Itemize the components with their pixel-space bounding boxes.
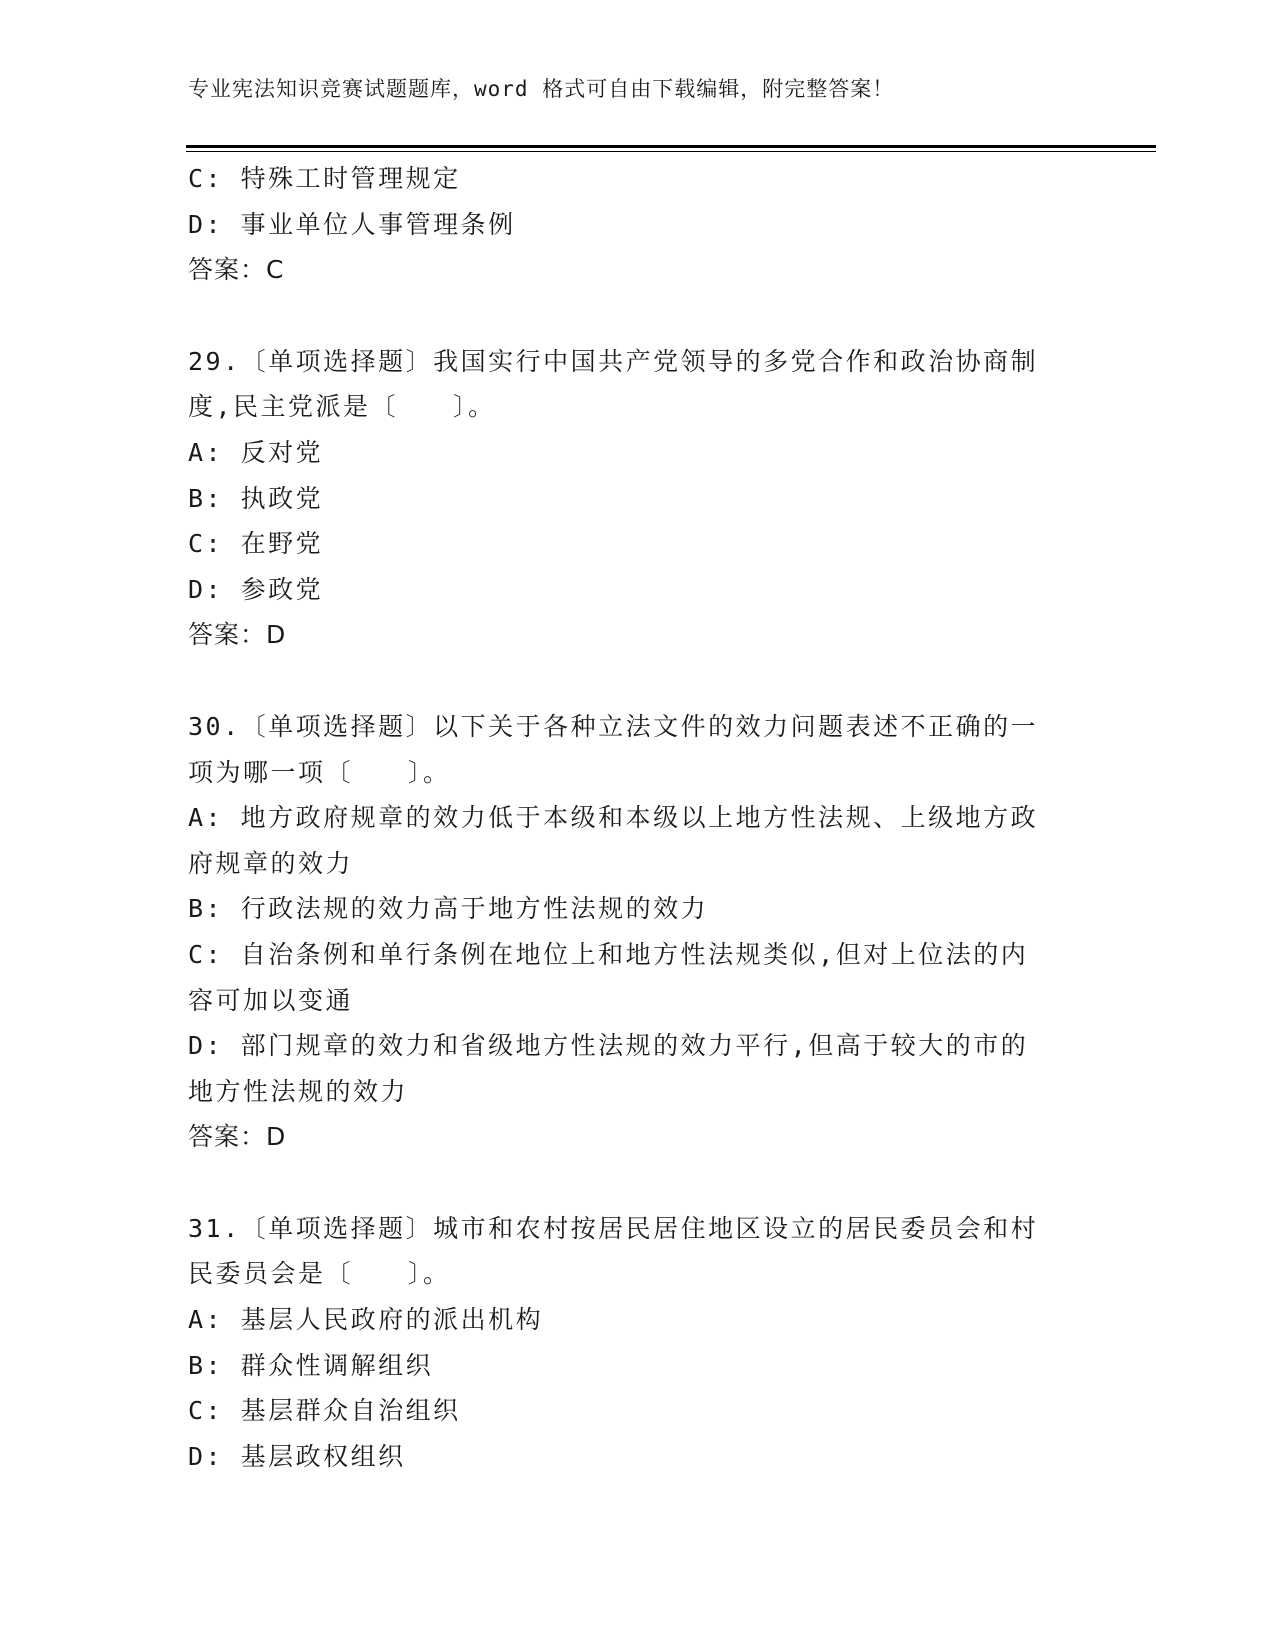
document-body bbox=[188, 156, 1088, 1479]
page-header: 专业宪法知识竞赛试题题库，word 格式可自由下载编辑，附完整答案！ bbox=[188, 77, 895, 101]
prev-question bbox=[188, 156, 1088, 293]
spacer bbox=[188, 293, 1088, 339]
answer: 答案：C bbox=[188, 255, 285, 285]
option-d: D: 事业单位人事管理条例 bbox=[188, 209, 516, 239]
question-31 bbox=[188, 1206, 1088, 1480]
option-a: A: 反对党 bbox=[188, 437, 324, 467]
option-c-cont: 容可加以变通 bbox=[188, 985, 354, 1015]
option-c: C: 特殊工时管理规定 bbox=[188, 164, 461, 193]
question-stem: 29.〔单项选择题〕我国实行中国共产党领导的多党合作和政治协商制 bbox=[188, 346, 1039, 376]
option-b: B: 行政法规的效力高于地方性法规的效力 bbox=[188, 894, 709, 924]
question-30 bbox=[188, 704, 1088, 1160]
option-d: D: 部门规章的效力和省级地方性法规的效力平行,但高于较大的市的 bbox=[188, 1031, 1029, 1061]
option-a: A: 地方政府规章的效力低于本级和本级以上地方性法规、上级地方政 bbox=[188, 803, 1039, 833]
option-c: C: 基层群众自治组织 bbox=[188, 1396, 461, 1426]
question-29 bbox=[188, 339, 1088, 658]
option-b: B: 执政党 bbox=[188, 483, 324, 513]
spacer bbox=[188, 658, 1088, 704]
answer: 答案：D bbox=[188, 620, 287, 650]
option-c: C: 自治条例和单行条例在地位上和地方性法规类似,但对上位法的内 bbox=[188, 939, 1029, 969]
option-d-cont: 地方性法规的效力 bbox=[188, 1076, 409, 1106]
option-a: A: 基层人民政府的派出机构 bbox=[188, 1305, 544, 1335]
question-stem: 30.〔单项选择题〕以下关于各种立法文件的效力问题表述不正确的一 bbox=[188, 711, 1039, 741]
answer: 答案：D bbox=[188, 1122, 287, 1152]
spacer bbox=[188, 1160, 1088, 1206]
option-b: B: 群众性调解组织 bbox=[188, 1350, 434, 1380]
option-d: D: 参政党 bbox=[188, 574, 324, 604]
option-a-cont: 府规章的效力 bbox=[188, 848, 354, 878]
question-stem: 民委员会是〔 〕。 bbox=[188, 1259, 451, 1289]
option-c: C: 在野党 bbox=[188, 529, 324, 559]
question-stem: 度,民主党派是〔 〕。 bbox=[188, 392, 496, 422]
question-stem: 项为哪一项〔 〕。 bbox=[188, 757, 451, 787]
question-stem: 31.〔单项选择题〕城市和农村按居民居住地区设立的居民委员会和村 bbox=[188, 1213, 1039, 1243]
header-rule-thin bbox=[186, 151, 1156, 152]
option-d: D: 基层政权组织 bbox=[188, 1441, 406, 1471]
header-rule-thick bbox=[186, 145, 1156, 148]
